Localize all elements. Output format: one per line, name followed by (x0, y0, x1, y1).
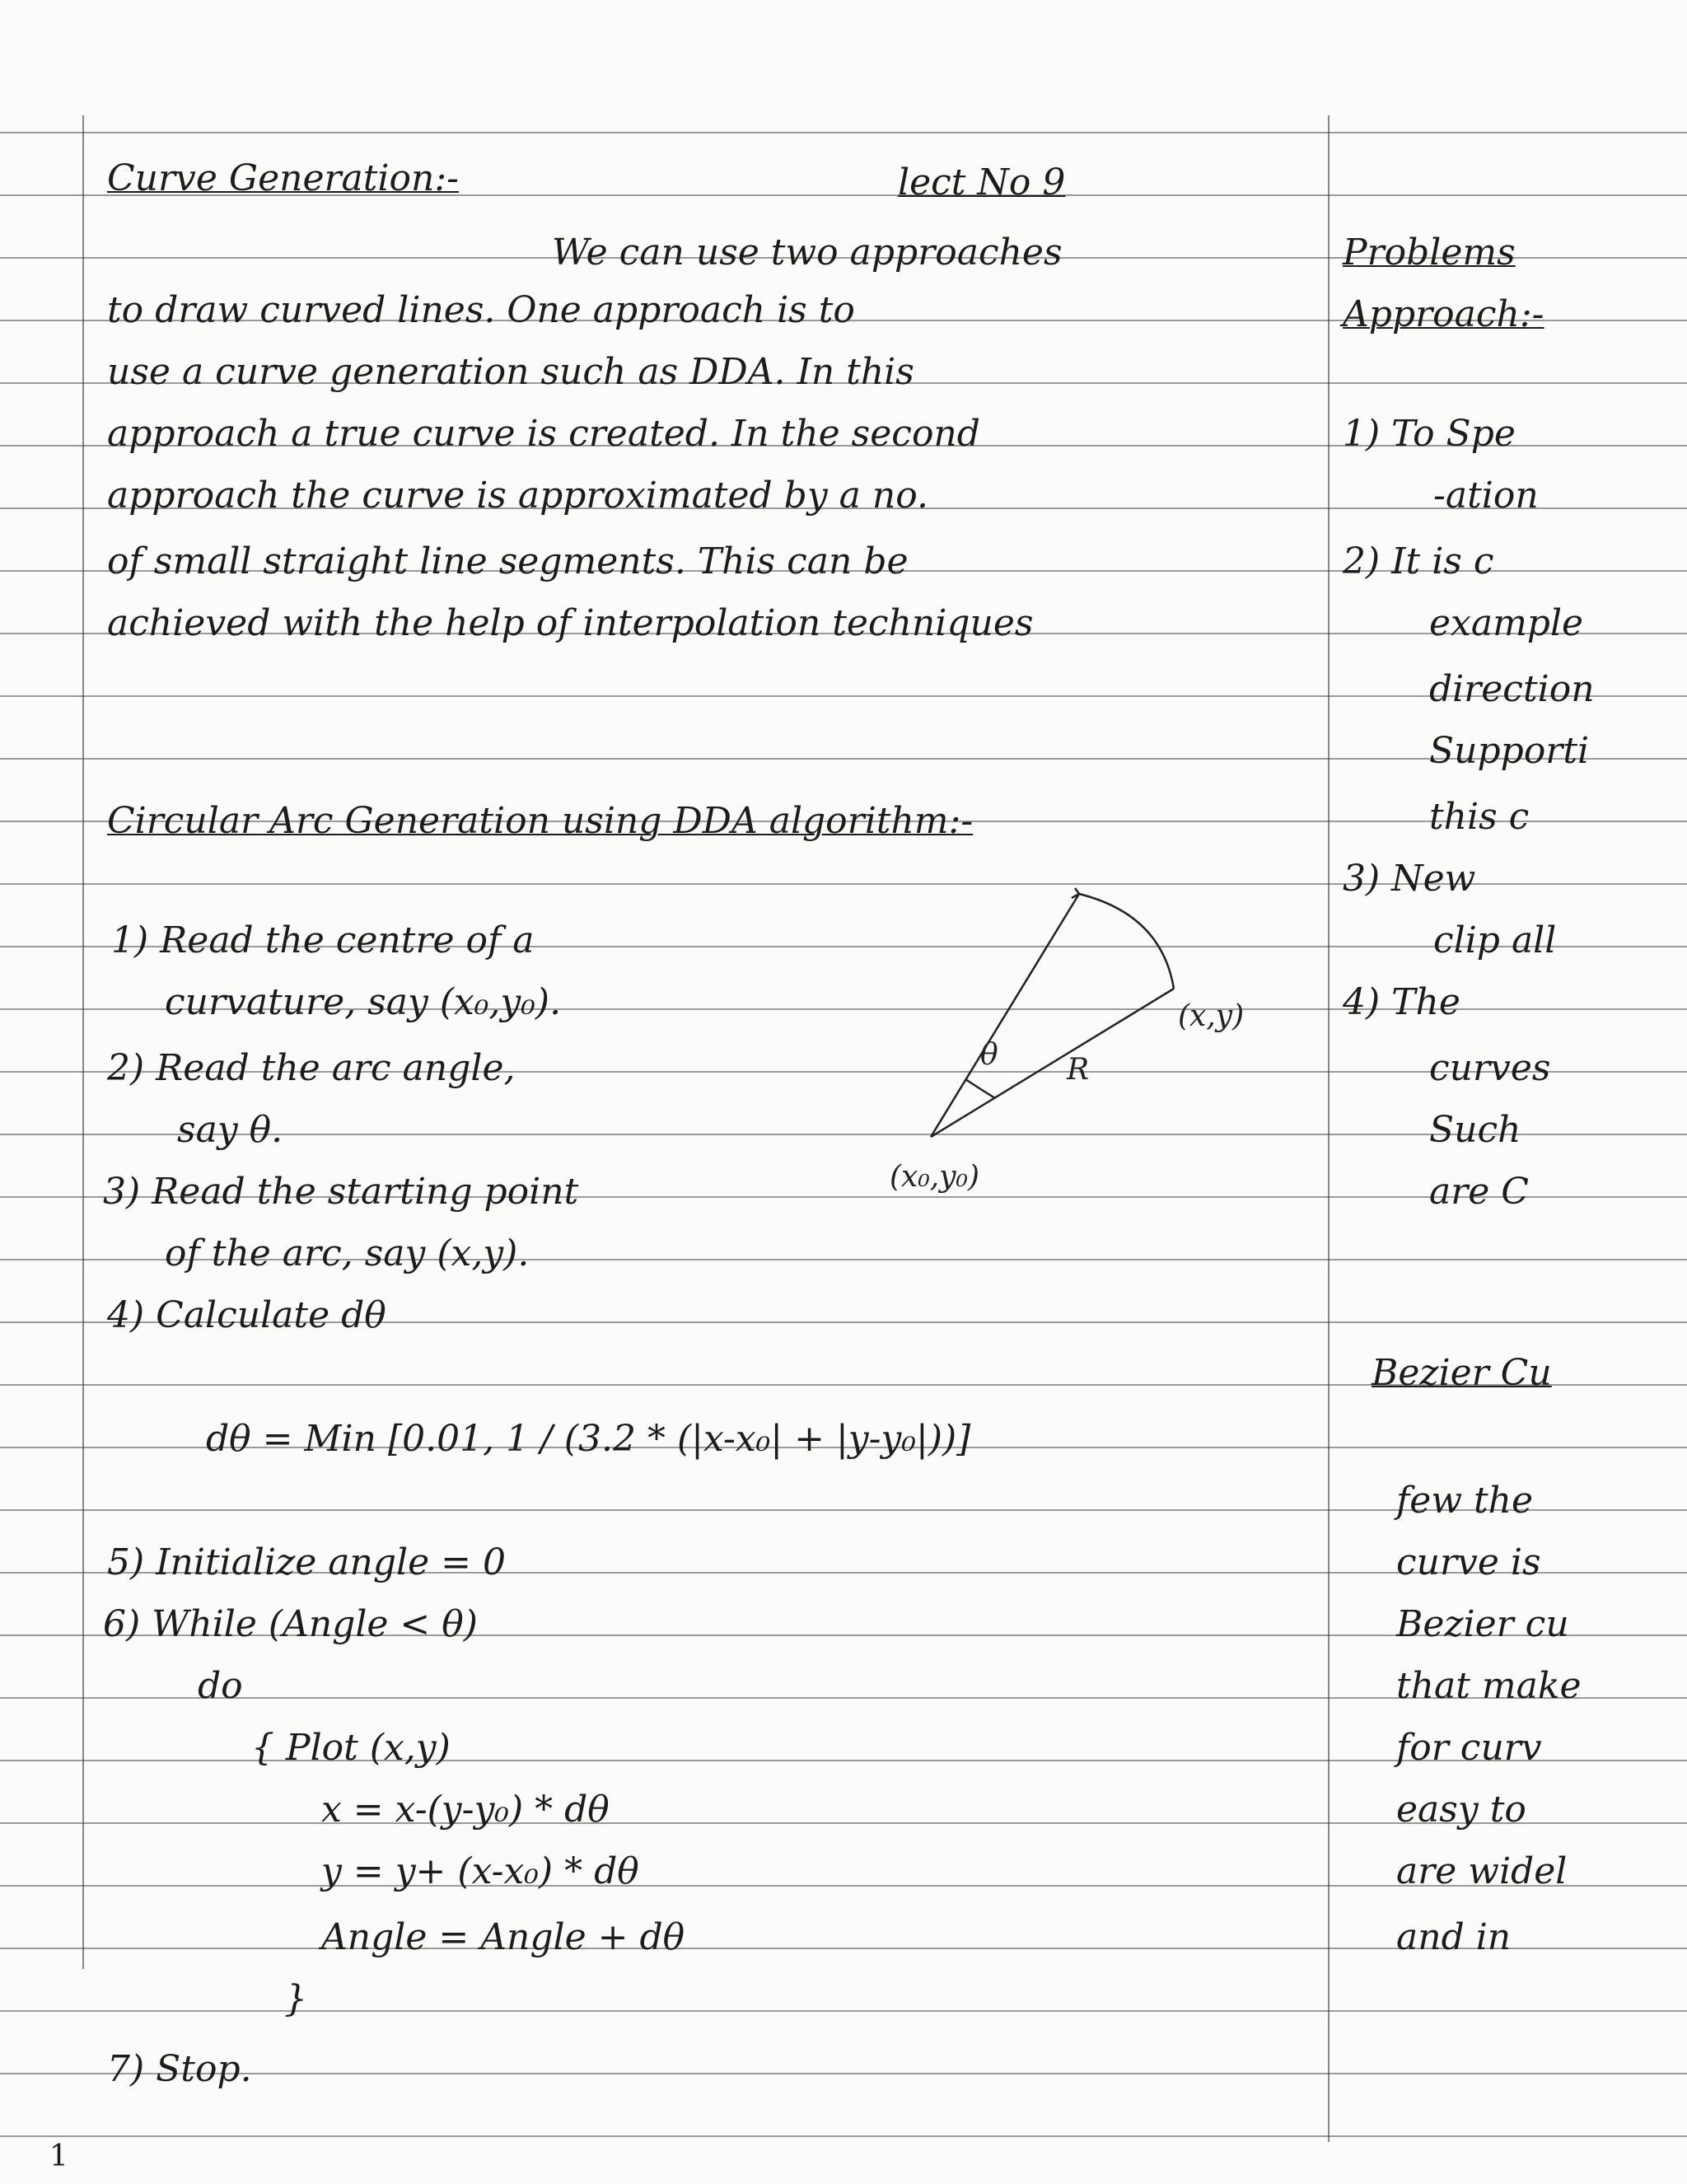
y-update: y = y+ (x-x₀) * dθ (321, 1850, 639, 1892)
step-3-cont: of the arc, say (x,y). (165, 1232, 530, 1274)
page-title: Curve Generation:- (107, 157, 460, 199)
ruled-line (0, 132, 1687, 133)
side-line-8: Supporti (1429, 730, 1590, 772)
side-line-5: 2) It is c (1343, 540, 1494, 582)
section-heading: Circular Arc Generation using DDA algorithm:- (107, 800, 974, 842)
step-5: 5) Initialize angle = 0 (107, 1541, 506, 1583)
side-problems: Problems (1343, 231, 1516, 274)
label-theta: θ (980, 1038, 998, 1072)
side-approach: Approach:- (1343, 293, 1544, 335)
step-6: 6) While (Angle < θ) (103, 1603, 478, 1645)
side-line-23: are widel (1396, 1850, 1568, 1892)
side-bezier-heading: Bezier Cu (1372, 1352, 1552, 1394)
step-4: 4) Calculate dθ (107, 1294, 386, 1336)
side-line-10: 3) New (1343, 858, 1476, 900)
step-1: 1) Read the centre of a (111, 919, 535, 961)
intro-line-7: achieved with the help of interpolation techniques (107, 602, 1034, 644)
intro-line-4: approach a true curve is created. In the second (107, 413, 980, 455)
page-number: 1 (49, 2140, 68, 2173)
intro-line-3: use a curve generation such as DDA. In this (107, 351, 914, 393)
side-line-19: Bezier cu (1396, 1603, 1569, 1645)
step-2-cont: say θ. (177, 1109, 283, 1151)
side-line-12: 4) The (1343, 981, 1460, 1023)
arc-diagram (890, 865, 1285, 1219)
side-line-7: direction (1429, 668, 1595, 710)
side-line-22: easy to (1396, 1789, 1526, 1831)
step-7: 7) Stop. (107, 2048, 252, 2090)
d-theta-formula: dθ = Min [0.01, 1 / (3.2 * (|x-x₀| + |y-y₀|))] (206, 1418, 971, 1460)
step-6-do: do (198, 1665, 243, 1707)
side-line-15: are C (1429, 1171, 1529, 1213)
lecture-number: lect No 9 (898, 161, 1066, 203)
step-3: 3) Read the starting point (103, 1171, 579, 1213)
intro-line-2: to draw curved lines. One approach is to (107, 289, 855, 331)
right-column-divider (1328, 115, 1330, 2142)
closing-brace: } (284, 1978, 307, 2020)
side-line-4: -ation (1433, 475, 1539, 517)
step-1-cont: curvature, say (x₀,y₀). (165, 981, 562, 1023)
ruled-line (0, 2010, 1687, 2012)
intro-line-1: We can use two approaches (552, 231, 1063, 274)
step-2: 2) Read the arc angle, (107, 1047, 516, 1089)
label-center: (x₀,y₀) (890, 1160, 980, 1194)
angle-update: Angle = Angle + dθ (321, 1916, 685, 1958)
label-r: R (1067, 1053, 1090, 1087)
intro-line-5: approach the curve is approximated by a no. (107, 475, 928, 517)
radius-line-top (931, 894, 1079, 1137)
intro-line-6: of small straight line segments. This can be (107, 540, 909, 582)
x-update: x = x-(y-y₀) * dθ (321, 1789, 610, 1831)
radius-line-r (931, 989, 1174, 1137)
side-line-11: clip all (1433, 919, 1557, 961)
left-margin-line (82, 115, 84, 1969)
side-line-20: that make (1396, 1665, 1582, 1707)
ruled-line (0, 2073, 1687, 2074)
side-line-3: 1) To Spe (1343, 413, 1516, 455)
side-line-18: curve is (1396, 1541, 1541, 1583)
plot-statement: { Plot (x,y) (251, 1727, 451, 1769)
side-line-6: example (1429, 602, 1584, 644)
side-line-17: few the (1396, 1480, 1534, 1522)
angle-arc (965, 1079, 995, 1098)
ruled-line (0, 2135, 1687, 2137)
arc-curve (1079, 894, 1174, 989)
side-line-21: for curv (1396, 1727, 1542, 1769)
label-xy: (x,y) (1178, 999, 1245, 1033)
side-line-13: curves (1429, 1047, 1551, 1089)
side-line-24: and in (1396, 1916, 1512, 1958)
side-line-14: Such (1429, 1109, 1521, 1151)
side-line-9: this c (1429, 796, 1530, 838)
